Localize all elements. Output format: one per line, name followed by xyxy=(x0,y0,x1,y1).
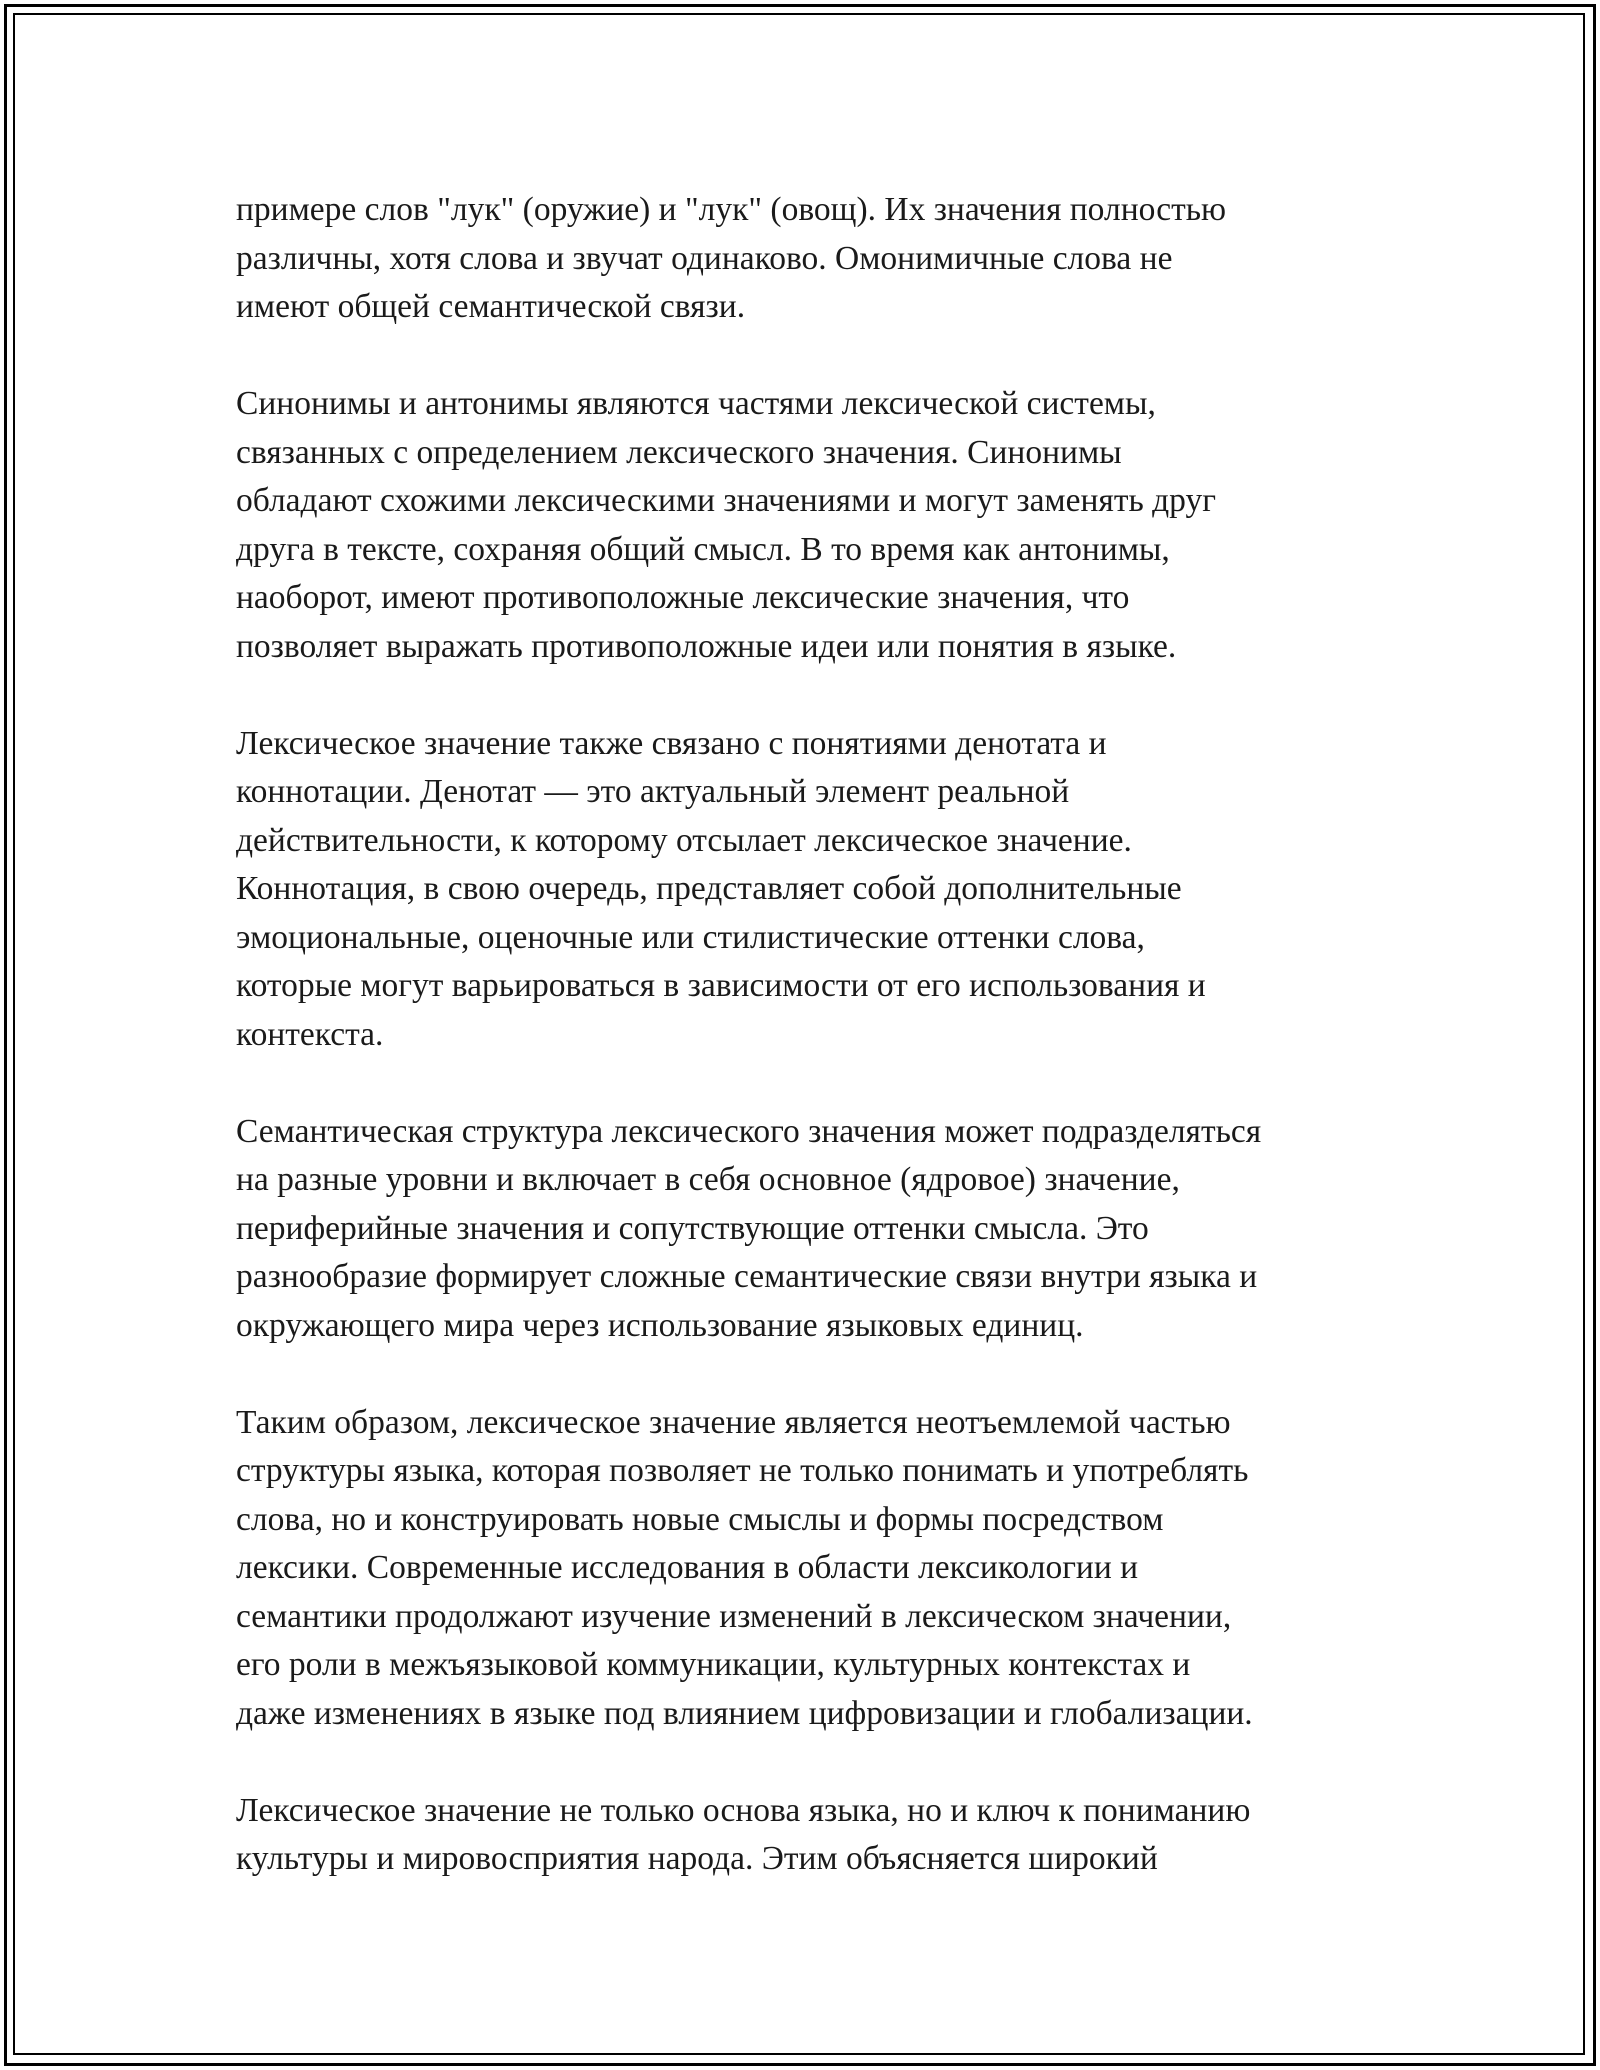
text-line: структуры языка, которая позволяет не только понимать и употреблять xyxy=(236,1452,1249,1489)
text-line: обладают схожими лексическими значениями и могут заменять друг xyxy=(236,482,1216,519)
paragraph-semantic-structure xyxy=(236,1108,1396,1351)
text-line: эмоциональные, оценочные или стилистические оттенки слова, xyxy=(236,918,1145,956)
text-line: действительности, к которому отсылает лексическое значение. xyxy=(236,821,1132,859)
paragraph-denotation-connotation xyxy=(236,720,1396,1060)
paragraph-culture xyxy=(236,1787,1396,1884)
text-line: Лексическое значение также связано с понятиями денотата и xyxy=(236,724,1107,762)
text-line: Коннотация, в свою очередь, представляет собой дополнительные xyxy=(236,870,1182,907)
text-line: культуры и мировосприятия народа. Этим объясняется широкий xyxy=(236,1840,1158,1877)
text-line: позволяет выражать противоположные идеи или понятия в языке. xyxy=(236,627,1177,665)
text-line: его роли в межъязыковой коммуникации, культурных контекстах и xyxy=(236,1646,1191,1683)
text-line: имеют общей семантической связи. xyxy=(236,288,746,325)
text-line: Лексическое значение не только основа языка, но и ключ к пониманию xyxy=(236,1791,1251,1829)
text-line: Семантическая структура лексического значения может подразделяться xyxy=(236,1112,1262,1150)
text-line: которые могут варьироваться в зависимости от его использования и xyxy=(236,967,1206,1004)
text-line: семантики продолжают изучение изменений в лексическом значении, xyxy=(236,1597,1232,1635)
text-line: наоборот, имеют противоположные лексические значения, что xyxy=(236,579,1130,616)
text-line: на разные уровни и включает в себя основное (ядровое) значение, xyxy=(236,1161,1180,1198)
paragraph-homonyms xyxy=(236,186,1396,332)
text-line: контекста. xyxy=(236,1015,384,1053)
text-line: друга в тексте, сохраняя общий смысл. В то время как антонимы, xyxy=(236,530,1170,568)
text-line: слова, но и конструировать новые смыслы и формы посредством xyxy=(236,1500,1164,1538)
document-body xyxy=(236,186,1396,1932)
text-line: разнообразие формирует сложные семантические связи внутри языка и xyxy=(236,1258,1258,1295)
text-line: связанных с определением лексического значения. Синонимы xyxy=(236,433,1122,471)
text-line: периферийные значения и сопутствующие оттенки смысла. Это xyxy=(236,1209,1149,1247)
text-line: окружающего мира через использование языковых единиц. xyxy=(236,1306,1084,1344)
paragraph-synonyms-antonyms xyxy=(236,380,1396,671)
text-line: даже изменениях в языке под влиянием цифровизации и глобализации. xyxy=(236,1694,1253,1732)
text-line: Таким образом, лексическое значение является неотъемлемой частью xyxy=(236,1403,1231,1441)
text-line: коннотации. Денотат — это актуальный элемент реальной xyxy=(236,773,1070,810)
text-line: Синонимы и антонимы являются частями лексической системы, xyxy=(236,385,1156,422)
text-line: различны, хотя слова и звучат одинаково. Омонимичные слова не xyxy=(236,239,1173,277)
text-line: примере слов "лук" (оружие) и "лук" (овощ). Их значения полностью xyxy=(236,191,1227,228)
paragraph-conclusion xyxy=(236,1399,1396,1739)
text-line: лексики. Современные исследования в области лексикологии и xyxy=(236,1549,1139,1586)
